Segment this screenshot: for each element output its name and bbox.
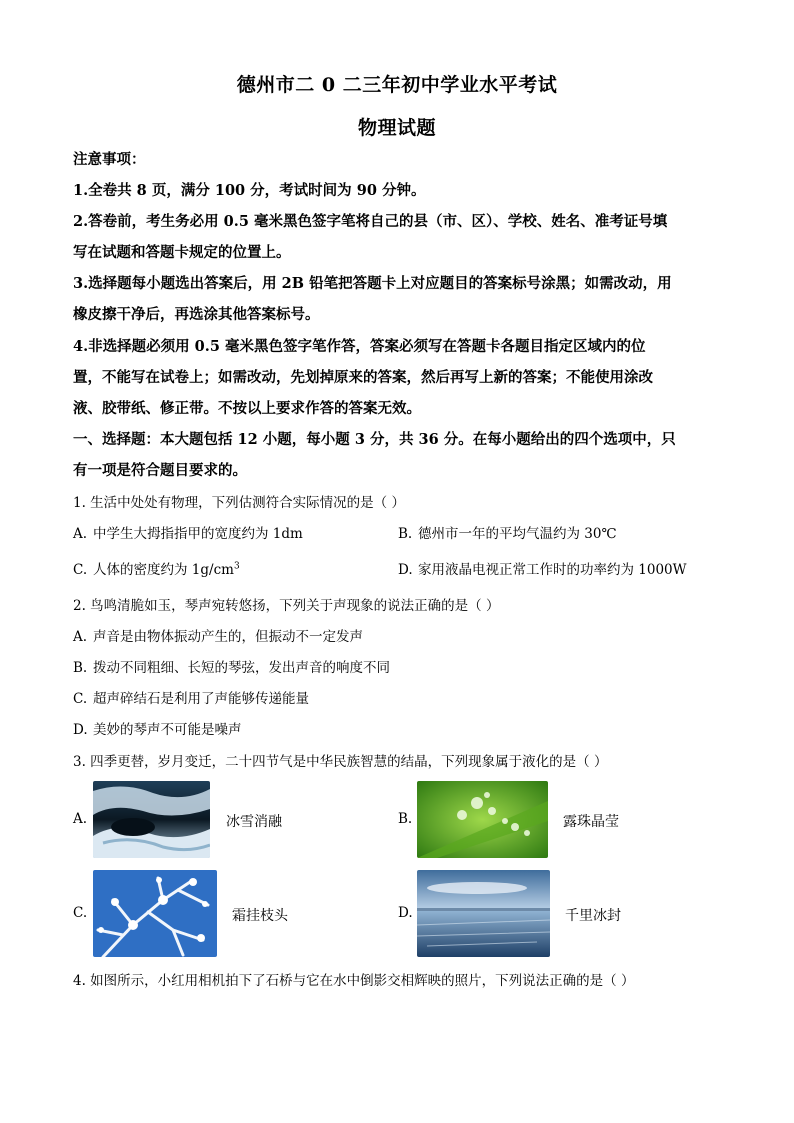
option-letter: A. <box>73 526 88 542</box>
notice-line: 橡皮擦干净后，再选涂其他答案标号。 <box>73 306 320 323</box>
q3-option-a-letter: A. <box>73 811 88 827</box>
notice-heading: 注意事项： <box>73 151 146 168</box>
frost-branches-photo <box>93 870 217 957</box>
q3-option-d-letter: D. <box>398 905 413 921</box>
frozen-lake-photo <box>417 870 550 957</box>
section-heading: 一、选择题：本大题包括 12 小题，每小题 3 分，共 36 分。在每小题给出的四个选项中，只 <box>73 431 676 448</box>
option-letter: C. <box>73 562 88 578</box>
question-2-stem: 2. 鸟鸣清脆如玉，琴声宛转悠扬，下列关于声现象的说法正确的是（ ） <box>73 598 500 614</box>
notice-line: 液、胶带纸、修正带。不按以上要求作答的答案无效。 <box>73 400 421 417</box>
q2-option-d <box>73 720 242 740</box>
q3-option-a-caption: 冰雪消融 <box>226 814 282 830</box>
q2-option-a <box>73 627 363 647</box>
option-letter: D. <box>398 562 413 578</box>
superscript: 3 <box>233 561 240 572</box>
q3-option-b-letter: B. <box>398 811 413 827</box>
q1-option-d <box>398 560 687 580</box>
notice-line: 3.选择题每小题选出答案后，用 2B 铅笔把答题卡上对应题目的答案标号涂黑；如需改动，用 <box>73 275 672 292</box>
q3-option-c-caption: 霜挂枝头 <box>232 908 288 924</box>
question-1-stem: 1. 生活中处处有物理，下列估测符合实际情况的是（ ） <box>73 495 405 511</box>
option-letter: A. <box>73 629 88 645</box>
option-letter: B. <box>398 526 413 542</box>
option-text: 人体的密度约为 1g/cm <box>93 562 234 578</box>
q2-option-c <box>73 689 309 709</box>
q3-option-b-caption: 露珠晶莹 <box>563 814 619 830</box>
exam-title: 德州市二 0 二三年初中学业水平考试 <box>236 74 558 96</box>
option-letter: C. <box>73 691 88 707</box>
option-text: 美妙的琴声不可能是噪声 <box>93 722 242 738</box>
notice-line: 写在试题和答题卡规定的位置上。 <box>73 244 291 261</box>
option-text: 德州市一年的平均气温约为 30℃ <box>418 526 617 542</box>
option-text: 家用液晶电视正常工作时的功率约为 1000W <box>418 562 687 578</box>
q2-option-b <box>73 658 390 678</box>
option-text: 超声碎结石是利用了声能够传递能量 <box>93 691 309 707</box>
section-heading: 有一项是符合题目要求的。 <box>73 462 247 479</box>
exam-subtitle: 物理试题 <box>357 117 436 139</box>
q1-option-c <box>73 560 240 580</box>
notice-line: 4.非选择题必须用 0.5 毫米黑色签字笔作答，答案必须写在答题卡各题目指定区域内的位 <box>73 338 646 355</box>
option-text: 拨动不同粗细、长短的琴弦，发出声音的响度不同 <box>93 660 390 676</box>
option-text: 声音是由物体振动产生的，但振动不一定发声 <box>93 629 363 645</box>
q3-option-c-letter: C. <box>73 905 88 921</box>
dew-drops-photo <box>417 781 548 858</box>
option-letter: B. <box>73 660 88 676</box>
option-text: 中学生大拇指指甲的宽度约为 1dm <box>93 526 303 542</box>
question-3-stem: 3. 四季更替，岁月变迁，二十四节气是中华民族智慧的结晶，下列现象属于液化的是（ ） <box>73 754 608 770</box>
notice-line: 1.全卷共 8 页，满分 100 分，考试时间为 90 分钟。 <box>73 182 426 199</box>
notice-line: 置，不能写在试卷上；如需改动，先划掉原来的答案，然后再写上新的答案；不能使用涂改 <box>73 369 653 386</box>
q1-option-b <box>398 524 617 544</box>
notice-line: 2.答卷前，考生务必用 0.5 毫米黑色签字笔将自己的县（市、区）、学校、姓名、准考证号填 <box>73 213 668 230</box>
ice-melting-photo <box>93 781 210 858</box>
q3-option-d-caption: 千里冰封 <box>565 908 621 924</box>
option-letter: D. <box>73 722 88 738</box>
question-4-stem: 4. 如图所示，小红用相机拍下了石桥与它在水中倒影交相辉映的照片，下列说法正确的是（ ） <box>73 973 635 989</box>
q1-option-a <box>73 524 303 544</box>
